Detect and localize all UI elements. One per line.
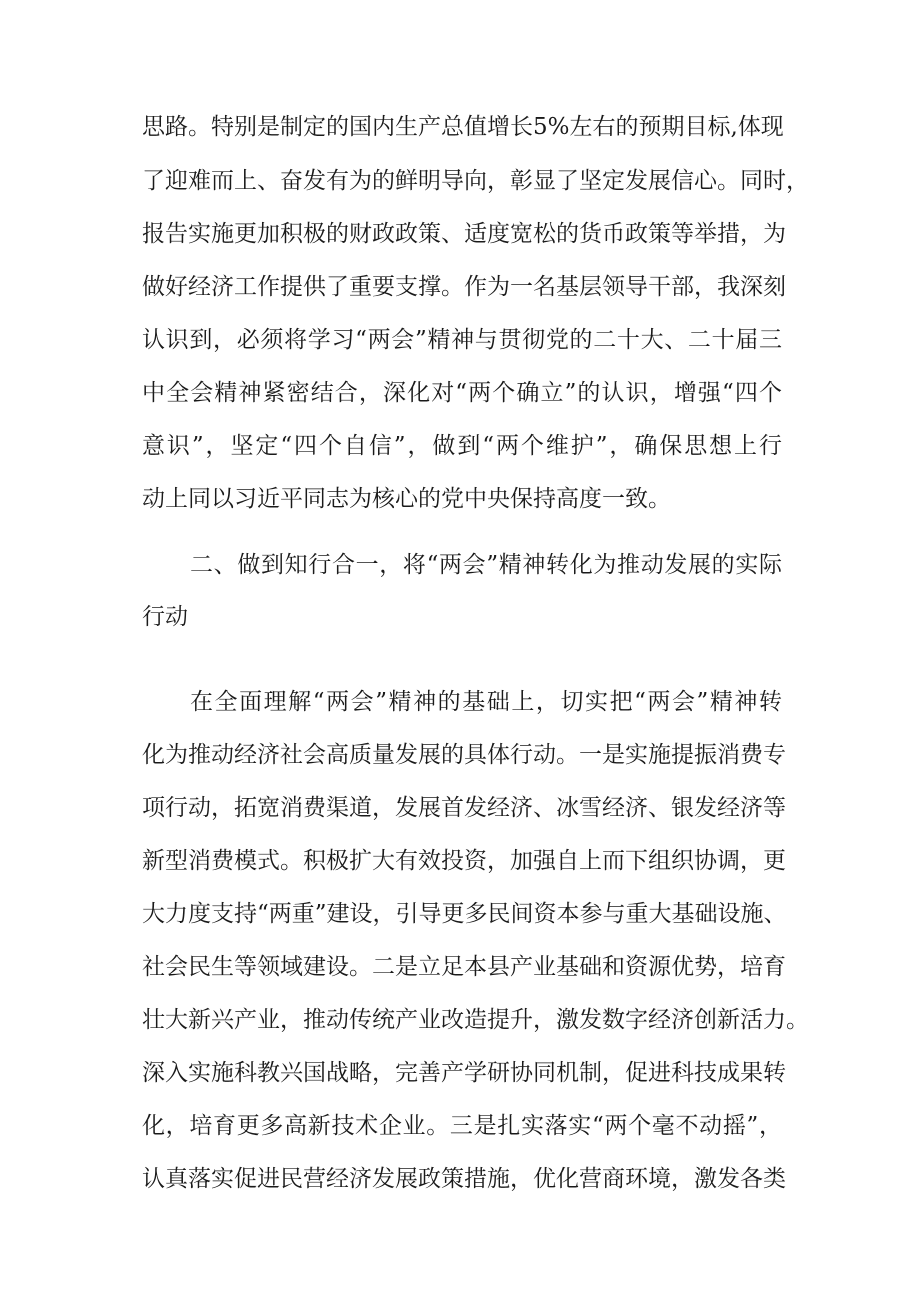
paragraph-1-line-6: 中全会精神紧密结合，深化对“两个确立”的认识，增强“四个 xyxy=(142,380,782,406)
paragraph-1-line-5: 认识到，必须将学习“两会”精神与贯彻党的二十大、二十届三 xyxy=(142,327,782,353)
paragraph-1-line-2: 了迎难而上、奋发有为的鲜明导向，彰显了坚定发展信心。同时， xyxy=(142,168,809,194)
section-heading-line-2: 行动 xyxy=(142,604,188,630)
paragraph-1-line-4: 做好经济工作提供了重要支撑。作为一名基层领导干部，我深刻 xyxy=(142,274,786,300)
paragraph-2-line-7: 壮大新兴产业，推动传统产业改造提升，激发数字经济创新活力。 xyxy=(142,1007,809,1033)
paragraph-2-line-5: 大力度支持“两重”建设，引导更多民间资本参与重大基础设施、 xyxy=(142,901,787,927)
paragraph-2-line-9: 化，培育更多高新技术企业。三是扎实落实“两个毫不动摇”， xyxy=(142,1113,782,1139)
paragraph-2-line-1: 在全面理解“两会”精神的基础上，切实把“两会”精神转 xyxy=(190,689,782,715)
section-heading-line-1: 二、做到知行合一，将“两会”精神转化为推动发展的实际 xyxy=(190,552,782,578)
paragraph-2-line-8: 深入实施科教兴国战略，完善产学研协同机制，促进科技成果转 xyxy=(142,1060,786,1086)
paragraph-1-line-8: 动上同以习近平同志为核心的党中央保持高度一致。 xyxy=(142,486,671,512)
paragraph-2-line-2: 化为推动经济社会高质量发展的具体行动。一是实施提振消费专 xyxy=(142,742,786,768)
paragraph-2-line-10: 认真落实促进民营经济发展政策措施，优化营商环境，激发各类 xyxy=(142,1166,786,1192)
paragraph-1-line-3: 报告实施更加积极的财政政策、适度宽松的货币政策等举措，为 xyxy=(142,221,786,247)
paragraph-1-line-1: 思路。特别是制定的国内生产总值增长5%左右的预期目标,体现 xyxy=(142,114,784,140)
paragraph-2-line-4: 新型消费模式。积极扩大有效投资，加强自上而下组织协调，更 xyxy=(142,848,786,874)
paragraph-2-line-3: 项行动，拓宽消费渠道，发展首发经济、冰雪经济、银发经济等 xyxy=(142,795,786,821)
paragraph-1-line-7: 意识”，坚定“四个自信”，做到“两个维护”，确保思想上行 xyxy=(142,433,782,459)
paragraph-2-line-6: 社会民生等领域建设。二是立足本县产业基础和资源优势，培育 xyxy=(142,954,786,980)
